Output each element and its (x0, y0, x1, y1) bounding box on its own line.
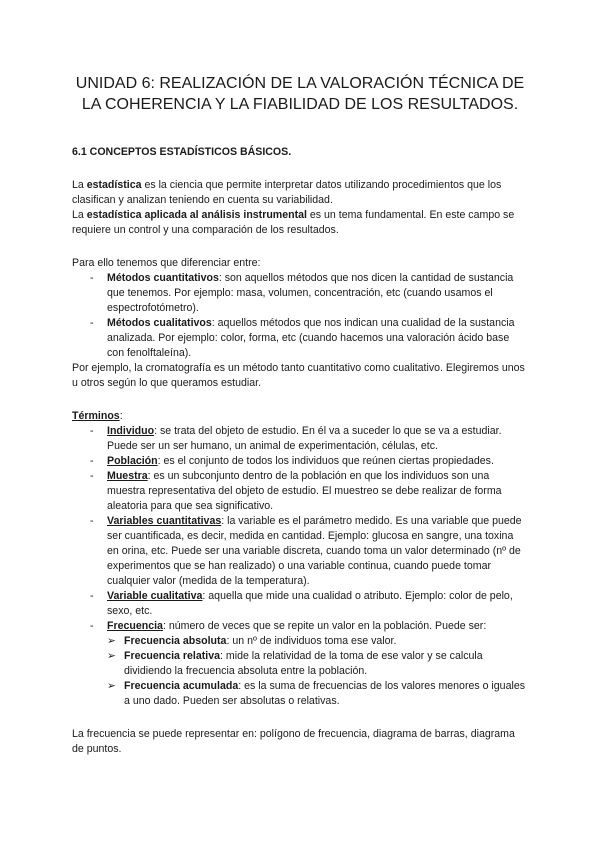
list-item (107, 679, 528, 709)
intro-p2-text: es un tema fundamental. En este campo se requiere un control y una comparación de los resultados. (72, 209, 515, 236)
intro-p2-pre: La (72, 209, 87, 221)
intro-p2-term: estadística aplicada al análisis instrumental (86, 209, 307, 221)
list-item (72, 424, 528, 454)
list-item (72, 316, 528, 361)
term-text: : número de veces que se repite un valor en la población. Puede ser: (162, 620, 487, 632)
term-text: : aquella que mide una cualidad o atributo. Ejemplo: color de pelo, sexo, etc. (107, 590, 513, 617)
page-title: UNIDAD 6: REALIZACIÓN DE LA VALORACIÓN TÉCNICA DE LA COHERENCIA Y LA FIABILIDAD DE LOS RESULTADOS. (75, 75, 525, 113)
term-name: Individuo (107, 425, 155, 437)
closing-paragraph: La frecuencia se puede representar en: polígono de frecuencia, diagrama de barras, diagrama de puntos. (72, 728, 515, 755)
frequency-text: : mide la relatividad de la toma de ese valor y se calcula dividiendo la frecuencia absoluta entre la población. (124, 650, 483, 677)
method-term: Métodos cuantitativos (107, 272, 219, 284)
arrow-bullet-icon: ➢ (107, 680, 116, 692)
frequency-term: Frecuencia absoluta (124, 635, 227, 647)
arrow-bullet-icon: ➢ (107, 635, 116, 647)
terms-heading-label: Términos (72, 410, 120, 422)
section-heading: 6.1 CONCEPTOS ESTADÍSTICOS BÁSICOS. (72, 146, 292, 158)
intro-paragraph-applied (72, 208, 528, 238)
term-name: Variable cualitativa (107, 590, 203, 602)
intro-p1-pre: La (72, 179, 87, 191)
arrow-bullet-icon: ➢ (107, 650, 116, 662)
list-item (72, 454, 528, 469)
term-text: : es un subconjunto dentro de la población en que los individuos son una muestra representativa del objeto de estudio. El muestreo se debe realizar de forma aleatoria para que sea significativo. (107, 470, 502, 512)
list-item (72, 589, 528, 619)
frequency-types-list (107, 634, 528, 709)
term-text: : se trata del objeto de estudio. En él va a suceder lo que se va a estudiar. Puede ser un ser humano, un animal de experimentación, células, etc. (107, 425, 502, 452)
intro-paragraph-statistics (72, 178, 528, 208)
methods-list (72, 271, 528, 361)
terms-heading (72, 409, 528, 424)
list-item (72, 619, 528, 709)
methods-lead: Para ello tenemos que diferenciar entre: (72, 257, 261, 269)
list-item (72, 469, 528, 514)
term-text: : la variable es el parámetro medido. Es una variable que puede ser cuantificada, es decir, medida en cantidad. Ejemplo: glucosa en sangre, una toxina en orina, etc. Puede ser una variable discreta, cuando toma un valor determinado (nº de experimentos que se han realizado) o una variable continua, cuando puede tomar cualquier valor (medida de la temperatura). (107, 515, 522, 587)
method-term: Métodos cualitativos (107, 317, 212, 329)
method-text: : aquellos métodos que nos indican una cualidad de la sustancia analizada. Por ejemplo: color, forma, etc (cuando hacemos una valoración ácido base con fenolftaleína). (107, 317, 515, 359)
term-name: Población (107, 455, 158, 467)
methods-closing: Por ejemplo, la cromatografía es un método tanto cuantitativo como cualitativo. Elegiremos unos u otros según lo que queramos estudiar. (72, 362, 525, 389)
list-item (72, 271, 528, 316)
term-name: Muestra (107, 470, 148, 482)
intro-p1-term: estadística (86, 179, 142, 191)
list-item (107, 634, 528, 649)
term-text: : es el conjunto de todos los individuos que reúnen ciertas propiedades. (157, 455, 494, 467)
list-item (72, 514, 528, 589)
method-text: : son aquellos métodos que nos dicen la cantidad de sustancia que tenemos. Por ejemplo: masa, volumen, concentración, etc (cuando usamos el espectrofotómetro). (107, 272, 514, 314)
list-item (107, 649, 528, 679)
terms-list (72, 424, 528, 709)
frequency-term: Frecuencia relativa (124, 650, 220, 662)
term-name: Variables cuantitativas (107, 515, 222, 527)
term-name: Frecuencia (107, 620, 163, 632)
frequency-text: : es la suma de frecuencias de los valores menores o iguales a uno dado. Pueden ser absolutas o relativas. (124, 680, 526, 707)
intro-p1-text: es la ciencia que permite interpretar datos utilizando procedimientos que los clasifican y analizan teniendo en cuenta su variabilidad. (72, 179, 502, 206)
terms-heading-suffix: : (119, 410, 123, 422)
frequency-term: Frecuencia acumulada (124, 680, 239, 692)
frequency-text: : un nº de individuos toma ese valor. (226, 635, 397, 647)
